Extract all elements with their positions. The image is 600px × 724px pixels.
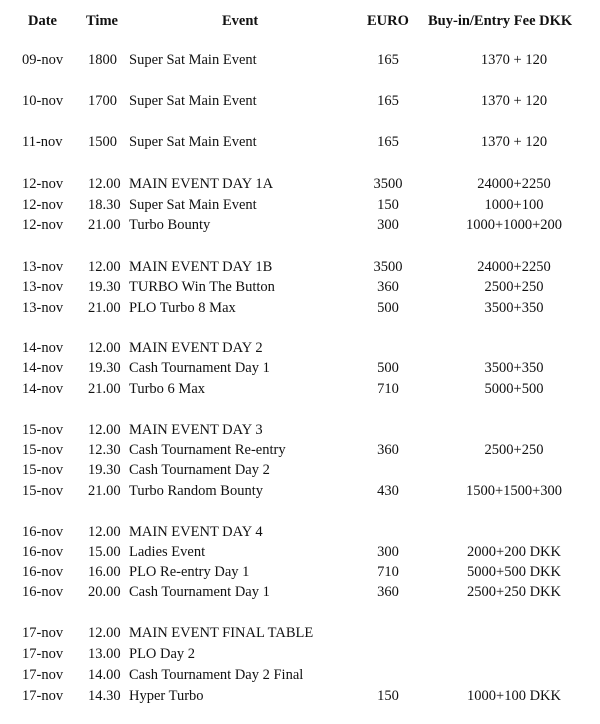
table-row: [0, 358, 600, 378]
row-time: 12.00: [88, 625, 121, 641]
row-fee: [444, 644, 584, 664]
row-event: Cash Tournament Day 1: [129, 360, 270, 376]
row-euro: [360, 522, 416, 542]
row-event: Super Sat Main Event: [129, 197, 257, 213]
row-fee: 3500+350: [484, 300, 544, 316]
row-date: 11-nov: [22, 134, 63, 150]
row-fee: 5000+500: [484, 381, 544, 397]
row-time: 1700: [88, 93, 117, 109]
row-time: 19.30: [88, 279, 121, 295]
table-row: [0, 582, 600, 602]
row-euro: 165: [377, 134, 399, 150]
table-row: [0, 644, 600, 664]
row-fee: 2500+250: [484, 442, 544, 458]
row-date: 15-nov: [22, 442, 64, 458]
table-row: [0, 379, 600, 399]
row-event: Cash Tournament Day 2 Final: [129, 667, 304, 683]
row-event: Turbo Bounty: [129, 217, 211, 233]
row-date: 12-nov: [22, 217, 64, 233]
row-event: PLO Re-entry Day 1: [129, 564, 250, 580]
table-header: [0, 11, 600, 31]
table-row: [0, 338, 600, 358]
row-date: 09-nov: [22, 52, 64, 68]
table-row: [0, 195, 600, 215]
row-fee: 1500+1500+300: [465, 483, 563, 499]
row-euro: 360: [377, 279, 399, 295]
row-fee: 5000+500 DKK: [467, 564, 561, 580]
row-fee: [444, 460, 584, 480]
row-date: 16-nov: [22, 524, 64, 540]
row-fee: [444, 522, 584, 542]
row-time: 20.00: [88, 584, 121, 600]
row-date: 13-nov: [22, 279, 64, 295]
header-time: Time: [86, 13, 118, 29]
row-date: 13-nov: [22, 259, 64, 275]
row-event: Turbo Random Bounty: [129, 483, 264, 499]
table-row: [0, 91, 600, 111]
row-event: MAIN EVENT DAY 1A: [129, 176, 274, 192]
table-row: [0, 215, 600, 235]
row-event: Turbo 6 Max: [129, 381, 206, 397]
row-date: 15-nov: [22, 462, 64, 478]
row-date: 17-nov: [22, 688, 64, 704]
row-fee: 2500+250: [484, 279, 544, 295]
row-date: 14-nov: [22, 340, 64, 356]
row-time: 12.00: [88, 259, 121, 275]
row-date: 15-nov: [22, 422, 64, 438]
row-euro: 360: [377, 584, 399, 600]
row-fee: 1000+100: [484, 197, 544, 213]
table-row: [0, 542, 600, 562]
row-time: 13.00: [88, 646, 121, 662]
row-fee: 24000+2250: [477, 176, 551, 192]
row-time: 12.30: [88, 442, 121, 458]
row-event: MAIN EVENT DAY 2: [129, 340, 263, 356]
row-euro: 710: [377, 381, 399, 397]
header-date: Date: [28, 13, 57, 29]
row-date: 14-nov: [22, 381, 64, 397]
row-event: MAIN EVENT DAY 1B: [129, 259, 273, 275]
row-event: MAIN EVENT DAY 3: [129, 422, 263, 438]
row-fee: 2500+250 DKK: [467, 584, 561, 600]
row-event: Super Sat Main Event: [129, 93, 257, 109]
row-euro: 165: [377, 93, 399, 109]
row-time: 14.30: [88, 688, 121, 704]
row-time: 12.00: [88, 524, 121, 540]
row-euro: [360, 665, 416, 685]
row-euro: 150: [377, 197, 399, 213]
table-row: [0, 623, 600, 643]
table-row: [0, 686, 600, 706]
row-fee: 3500+350: [484, 360, 544, 376]
row-time: 18.30: [88, 197, 121, 213]
row-fee: 1370 + 120: [480, 93, 548, 109]
table-row: [0, 665, 600, 685]
header-event: Event: [222, 13, 259, 29]
row-time: 21.00: [88, 217, 121, 233]
row-date: 15-nov: [22, 483, 64, 499]
row-date: 12-nov: [22, 197, 64, 213]
row-euro: 710: [377, 564, 399, 580]
table-row: [0, 50, 600, 70]
row-euro: [360, 460, 416, 480]
row-fee: 1370 + 120: [480, 52, 548, 68]
row-euro: 500: [377, 300, 399, 316]
table-row: [0, 460, 600, 480]
row-date: 14-nov: [22, 360, 64, 376]
row-fee: [444, 623, 584, 643]
row-fee: 1000+1000+200: [465, 217, 563, 233]
row-date: 17-nov: [22, 667, 64, 683]
row-event: Super Sat Main Event: [129, 134, 257, 150]
row-date: 17-nov: [22, 646, 64, 662]
row-euro: 430: [377, 483, 399, 499]
row-time: 19.30: [88, 462, 121, 478]
row-euro: [360, 623, 416, 643]
row-euro: [360, 644, 416, 664]
row-euro: [360, 420, 416, 440]
row-event: MAIN EVENT DAY 4: [129, 524, 263, 540]
row-date: 12-nov: [22, 176, 64, 192]
table-row: [0, 562, 600, 582]
row-fee: [444, 338, 584, 358]
table-row: [0, 481, 600, 501]
row-fee: 2000+200 DKK: [467, 544, 561, 560]
row-event: PLO Turbo 8 Max: [129, 300, 236, 316]
table-row: [0, 132, 600, 152]
row-euro: 3500: [373, 259, 403, 275]
row-euro: 150: [377, 688, 399, 704]
table-row: [0, 257, 600, 277]
header-fee: Buy-in/Entry Fee DKK: [428, 13, 573, 29]
row-time: 21.00: [88, 381, 121, 397]
row-fee: [444, 420, 584, 440]
row-time: 12.00: [88, 176, 121, 192]
row-date: 16-nov: [22, 564, 64, 580]
table-row: [0, 298, 600, 318]
header-euro: EURO: [367, 13, 409, 29]
row-event: Cash Tournament Day 1: [129, 584, 270, 600]
row-euro: 300: [377, 544, 399, 560]
row-euro: 360: [377, 442, 399, 458]
row-time: 16.00: [88, 564, 121, 580]
row-date: 16-nov: [22, 584, 64, 600]
row-event: Cash Tournament Re-entry: [129, 442, 286, 458]
row-time: 21.00: [88, 300, 121, 316]
table-row: [0, 522, 600, 542]
row-euro: [360, 338, 416, 358]
row-event: TURBO Win The Button: [129, 279, 275, 295]
row-time: 1800: [88, 52, 117, 68]
row-date: 17-nov: [22, 625, 64, 641]
row-euro: 3500: [373, 176, 403, 192]
row-event: PLO Day 2: [129, 646, 196, 662]
row-date: 10-nov: [22, 93, 64, 109]
row-fee: 1000+100 DKK: [467, 688, 561, 704]
row-time: 21.00: [88, 483, 121, 499]
row-event: Hyper Turbo: [129, 688, 204, 704]
row-event: Ladies Event: [129, 544, 206, 560]
row-date: 13-nov: [22, 300, 64, 316]
row-euro: 300: [377, 217, 399, 233]
row-time: 12.00: [88, 340, 121, 356]
table-row: [0, 277, 600, 297]
row-time: 1500: [88, 134, 117, 150]
row-fee: 24000+2250: [477, 259, 551, 275]
row-euro: 500: [377, 360, 399, 376]
row-euro: 165: [377, 52, 399, 68]
row-time: 12.00: [88, 422, 121, 438]
row-fee: 1370 + 120: [480, 134, 548, 150]
row-time: 14.00: [88, 667, 121, 683]
row-event: Cash Tournament Day 2: [129, 462, 270, 478]
row-time: 19.30: [88, 360, 121, 376]
table-row: [0, 174, 600, 194]
row-fee: [444, 665, 584, 685]
row-event: Super Sat Main Event: [129, 52, 257, 68]
table-row: [0, 440, 600, 460]
row-time: 15.00: [88, 544, 121, 560]
row-event: MAIN EVENT FINAL TABLE: [129, 625, 314, 641]
table-row: [0, 420, 600, 440]
row-date: 16-nov: [22, 544, 64, 560]
